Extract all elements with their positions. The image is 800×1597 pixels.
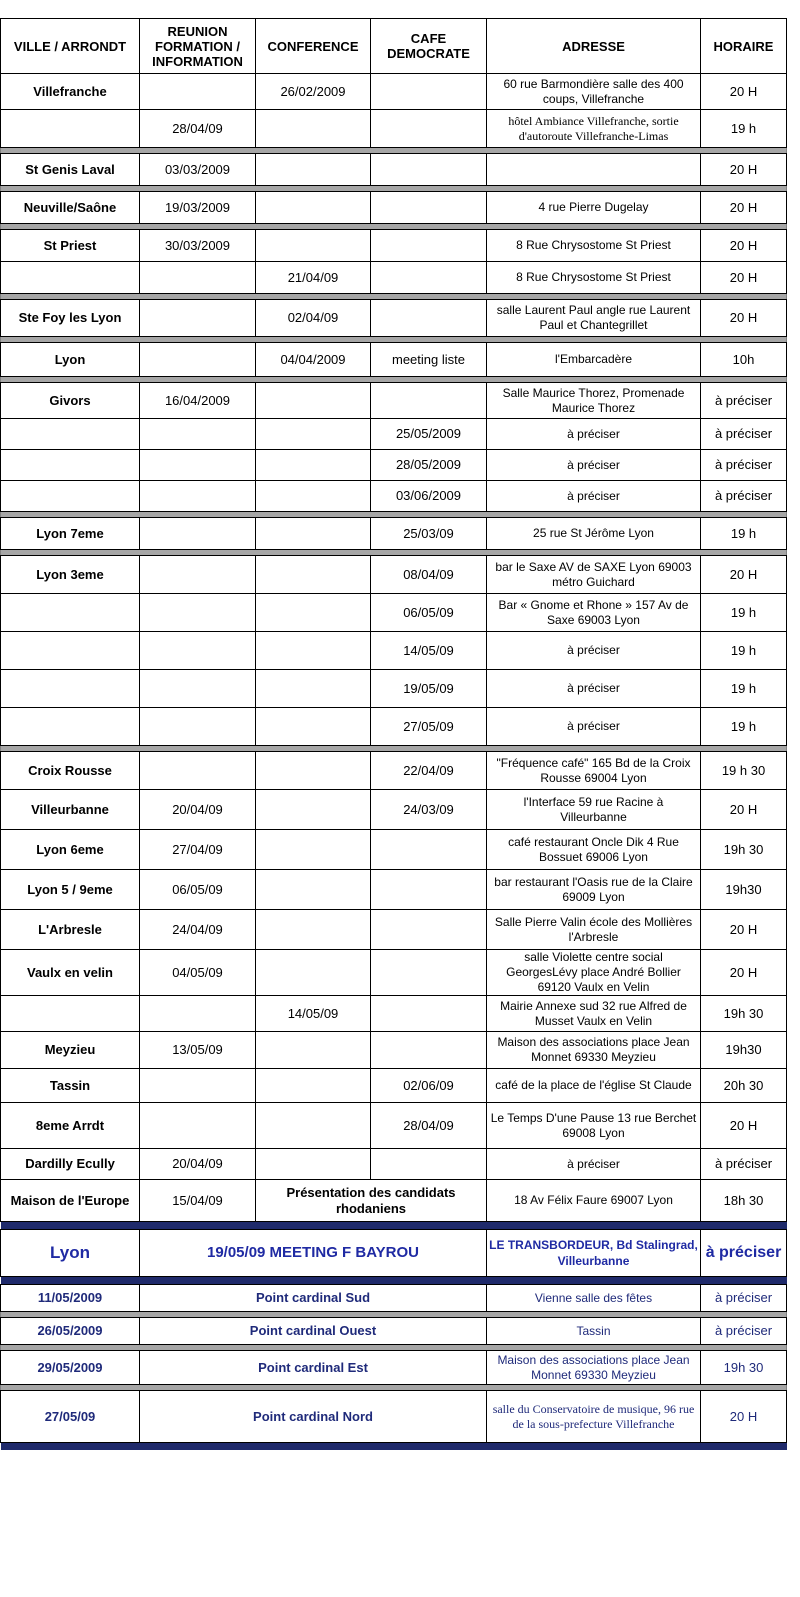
cell-reunion (140, 594, 256, 632)
cell-conference (256, 110, 371, 148)
table-row (1, 830, 787, 870)
cell-adresse: à préciser (487, 632, 701, 670)
cell-ville: Lyon 7eme (1, 518, 140, 550)
cell-reunion (140, 996, 256, 1032)
cell-reunion (140, 752, 256, 790)
table-row (1, 632, 787, 670)
cell-reunion (140, 670, 256, 708)
cell-reunion: 15/04/09 (140, 1180, 256, 1222)
pc-address: salle du Conservatoire de musique, 96 rue de la sous-prefecture Villefranche (487, 1391, 701, 1443)
cell-horaire: 19 h (701, 594, 787, 632)
cell-ville: St Priest (1, 230, 140, 262)
table-row (1, 300, 787, 337)
cell-adresse: bar le Saxe AV de SAXE Lyon 69003 métro Guichard (487, 556, 701, 594)
cell-adresse: Mairie Annexe sud 32 rue Alfred de Musset Vaulx en Velin (487, 996, 701, 1032)
cell-cafe: 14/05/09 (371, 632, 487, 670)
header-cafe: CAFE DEMOCRATE (371, 19, 487, 74)
cell-conference (256, 790, 371, 830)
table-row (1, 343, 787, 377)
header-conference: CONFERENCE (256, 19, 371, 74)
cell-conference (256, 594, 371, 632)
meeting-event: 19/05/09 MEETING F BAYROU (140, 1230, 487, 1277)
cell-reunion: 16/04/2009 (140, 383, 256, 419)
cell-conference (256, 383, 371, 419)
cell-adresse: bar restaurant l'Oasis rue de la Claire 69009 Lyon (487, 870, 701, 910)
cell-adresse: Salle Pierre Valin école des Mollières l'Arbresle (487, 910, 701, 950)
cell-horaire: 19 h (701, 632, 787, 670)
table-row (1, 670, 787, 708)
cell-horaire: 19h30 (701, 1032, 787, 1069)
cell-cafe (371, 154, 487, 186)
header-horaire: HORAIRE (701, 19, 787, 74)
meeting-address: LE TRANSBORDEUR, Bd Stalingrad, Villeurbanne (487, 1230, 701, 1277)
cell-reunion: 30/03/2009 (140, 230, 256, 262)
table-row (1, 708, 787, 746)
cell-cafe (371, 910, 487, 950)
cell-cafe (371, 830, 487, 870)
cell-reunion (140, 1069, 256, 1103)
cell-cafe (371, 262, 487, 294)
point-cardinal-row (1, 1351, 787, 1385)
cell-reunion (140, 708, 256, 746)
table-row (1, 419, 787, 450)
cell-adresse: à préciser (487, 670, 701, 708)
pc-label: Point cardinal Ouest (140, 1318, 487, 1345)
cell-ville: Givors (1, 383, 140, 419)
cell-reunion: 19/03/2009 (140, 192, 256, 224)
cell-reunion (140, 450, 256, 481)
cell-ville: St Genis Laval (1, 154, 140, 186)
meeting-row (1, 1230, 787, 1277)
cell-conference (256, 1032, 371, 1069)
cell-conference (256, 950, 371, 996)
cell-cafe: 28/05/2009 (371, 450, 487, 481)
point-cardinal-row (1, 1285, 787, 1312)
cell-reunion (140, 1103, 256, 1149)
section-divider (1, 1222, 787, 1230)
cell-reunion: 24/04/09 (140, 910, 256, 950)
cell-ville: Villeurbanne (1, 790, 140, 830)
cell-cafe (371, 230, 487, 262)
cell-horaire: 20 H (701, 300, 787, 337)
cell-conference (256, 154, 371, 186)
cell-conference: 14/05/09 (256, 996, 371, 1032)
cell-reunion (140, 518, 256, 550)
cell-conference (256, 230, 371, 262)
cell-ville: Meyzieu (1, 1032, 140, 1069)
events-table (0, 18, 787, 1450)
cell-reunion: 13/05/09 (140, 1032, 256, 1069)
schedule-sheet (0, 18, 786, 1450)
cell-conference: 21/04/09 (256, 262, 371, 294)
cell-conference (256, 1103, 371, 1149)
cell-ville: Lyon 5 / 9eme (1, 870, 140, 910)
cell-cafe (371, 74, 487, 110)
cell-ville: Tassin (1, 1069, 140, 1103)
cell-cafe (371, 870, 487, 910)
cell-horaire: à préciser (701, 419, 787, 450)
cell-conference: 04/04/2009 (256, 343, 371, 377)
cell-ville: L'Arbresle (1, 910, 140, 950)
cell-horaire: 19 h 30 (701, 752, 787, 790)
cell-reunion: 06/05/09 (140, 870, 256, 910)
cell-horaire: 20 H (701, 192, 787, 224)
pc-time: à préciser (701, 1318, 787, 1345)
table-row (1, 1149, 787, 1180)
section-divider (1, 1443, 787, 1451)
cell-reunion: 20/04/09 (140, 1149, 256, 1180)
cell-cafe: 08/04/09 (371, 556, 487, 594)
cell-conference (256, 830, 371, 870)
cell-horaire: 20 H (701, 154, 787, 186)
cell-horaire: 20 H (701, 74, 787, 110)
cell-cafe: 06/05/09 (371, 594, 487, 632)
cell-reunion (140, 481, 256, 512)
pc-label: Point cardinal Sud (140, 1285, 487, 1312)
cell-ville (1, 632, 140, 670)
cell-ville: Croix Rousse (1, 752, 140, 790)
pc-time: à préciser (701, 1285, 787, 1312)
cell-ville (1, 110, 140, 148)
cell-adresse: café restaurant Oncle Dik 4 Rue Bossuet 69006 Lyon (487, 830, 701, 870)
cell-conference (256, 192, 371, 224)
table-row (1, 556, 787, 594)
header-row (1, 19, 787, 74)
cell-conference (256, 1149, 371, 1180)
cell-horaire: 19 h (701, 110, 787, 148)
cell-cafe (371, 950, 487, 996)
cell-ville (1, 262, 140, 294)
pc-address: Tassin (487, 1318, 701, 1345)
cell-reunion: 03/03/2009 (140, 154, 256, 186)
pc-date: 29/05/2009 (1, 1351, 140, 1385)
cell-cafe: 19/05/09 (371, 670, 487, 708)
cell-horaire: 20 H (701, 1103, 787, 1149)
cell-ville: Lyon 6eme (1, 830, 140, 870)
cell-cafe (371, 1149, 487, 1180)
cell-reunion: 27/04/09 (140, 830, 256, 870)
cell-horaire: 20h 30 (701, 1069, 787, 1103)
table-row (1, 996, 787, 1032)
table-row (1, 594, 787, 632)
cell-adresse: Maison des associations place Jean Monnet 69330 Meyzieu (487, 1032, 701, 1069)
table-row (1, 74, 787, 110)
pc-date: 11/05/2009 (1, 1285, 140, 1312)
table-row (1, 110, 787, 148)
cell-conference (256, 419, 371, 450)
cell-adresse: hôtel Ambiance Villefranche, sortie d'autoroute Villefranche-Limas (487, 110, 701, 148)
cell-adresse: "Fréquence café" 165 Bd de la Croix Rousse 69004 Lyon (487, 752, 701, 790)
section-divider (1, 1277, 787, 1285)
events-body (1, 74, 787, 1451)
cell-ville: Dardilly Ecully (1, 1149, 140, 1180)
pc-address: Maison des associations place Jean Monnet 69330 Meyzieu (487, 1351, 701, 1385)
cell-horaire: 10h (701, 343, 787, 377)
cell-cafe: 22/04/09 (371, 752, 487, 790)
cell-horaire: 20 H (701, 790, 787, 830)
cell-reunion: 04/05/09 (140, 950, 256, 996)
cell-conference (256, 870, 371, 910)
cell-reunion: 28/04/09 (140, 110, 256, 148)
cell-ville (1, 996, 140, 1032)
cell-horaire: 19 h (701, 518, 787, 550)
cell-ville (1, 594, 140, 632)
cell-ville: Neuville/Saône (1, 192, 140, 224)
cell-cafe: meeting liste (371, 343, 487, 377)
table-row (1, 1103, 787, 1149)
cell-conference (256, 518, 371, 550)
meeting-city: Lyon (1, 1230, 140, 1277)
cell-horaire: 20 H (701, 556, 787, 594)
cell-horaire: 20 H (701, 262, 787, 294)
cell-reunion: 20/04/09 (140, 790, 256, 830)
cell-ville: Ste Foy les Lyon (1, 300, 140, 337)
cell-ville: Villefranche (1, 74, 140, 110)
cell-adresse: l'Embarcadère (487, 343, 701, 377)
cell-conference: Présentation des candidats rhodaniens (256, 1180, 487, 1222)
cell-reunion (140, 343, 256, 377)
table-row (1, 383, 787, 419)
table-row (1, 1069, 787, 1103)
cell-adresse: 25 rue St Jérôme Lyon (487, 518, 701, 550)
cell-conference (256, 910, 371, 950)
point-cardinal-row (1, 1318, 787, 1345)
table-row (1, 518, 787, 550)
cell-cafe: 25/03/09 (371, 518, 487, 550)
cell-cafe: 24/03/09 (371, 790, 487, 830)
table-row (1, 1180, 787, 1222)
pc-time: 20 H (701, 1391, 787, 1443)
cell-horaire: à préciser (701, 383, 787, 419)
cell-adresse: 8 Rue Chrysostome St Priest (487, 230, 701, 262)
cell-adresse: à préciser (487, 419, 701, 450)
table-row (1, 450, 787, 481)
table-row (1, 752, 787, 790)
pc-date: 26/05/2009 (1, 1318, 140, 1345)
cell-cafe: 02/06/09 (371, 1069, 487, 1103)
pc-time: 19h 30 (701, 1351, 787, 1385)
pc-label: Point cardinal Est (140, 1351, 487, 1385)
table-row (1, 1032, 787, 1069)
meeting-time: à préciser (701, 1230, 787, 1277)
cell-horaire: 19 h (701, 708, 787, 746)
cell-cafe: 28/04/09 (371, 1103, 487, 1149)
table-row (1, 230, 787, 262)
cell-cafe: 27/05/09 (371, 708, 487, 746)
table-row (1, 950, 787, 996)
cell-horaire: 19 h (701, 670, 787, 708)
cell-conference: 26/02/2009 (256, 74, 371, 110)
cell-horaire: 20 H (701, 950, 787, 996)
cell-horaire: 20 H (701, 910, 787, 950)
cell-cafe: 25/05/2009 (371, 419, 487, 450)
cell-cafe (371, 192, 487, 224)
table-row (1, 192, 787, 224)
cell-conference (256, 450, 371, 481)
cell-ville (1, 450, 140, 481)
cell-ville: Lyon 3eme (1, 556, 140, 594)
pc-label: Point cardinal Nord (140, 1391, 487, 1443)
header-adresse: ADRESSE (487, 19, 701, 74)
cell-ville: 8eme Arrdt (1, 1103, 140, 1149)
cell-horaire: à préciser (701, 450, 787, 481)
cell-adresse: l'Interface 59 rue Racine à Villeurbanne (487, 790, 701, 830)
cell-conference (256, 481, 371, 512)
cell-horaire: 19h 30 (701, 996, 787, 1032)
cell-adresse: 60 rue Barmondière salle des 400 coups, Villefranche (487, 74, 701, 110)
table-row (1, 910, 787, 950)
cell-reunion (140, 262, 256, 294)
cell-cafe (371, 383, 487, 419)
cell-conference (256, 708, 371, 746)
cell-reunion (140, 300, 256, 337)
cell-adresse: Le Temps D'une Pause 13 rue Berchet 69008 Lyon (487, 1103, 701, 1149)
cell-adresse: à préciser (487, 708, 701, 746)
table-row (1, 481, 787, 512)
pc-address: Vienne salle des fêtes (487, 1285, 701, 1312)
cell-adresse: Bar « Gnome et Rhone » 157 Av de Saxe 69003 Lyon (487, 594, 701, 632)
point-cardinal-row (1, 1391, 787, 1443)
cell-horaire: à préciser (701, 481, 787, 512)
cell-reunion (140, 74, 256, 110)
cell-adresse: café de la place de l'église St Claude (487, 1069, 701, 1103)
table-row (1, 790, 787, 830)
cell-ville (1, 481, 140, 512)
cell-ville: Lyon (1, 343, 140, 377)
cell-adresse (487, 154, 701, 186)
cell-horaire: 19h 30 (701, 830, 787, 870)
cell-conference: 02/04/09 (256, 300, 371, 337)
cell-reunion (140, 419, 256, 450)
cell-cafe (371, 1032, 487, 1069)
cell-adresse: à préciser (487, 1149, 701, 1180)
cell-cafe (371, 996, 487, 1032)
header-ville: VILLE / ARRONDT (1, 19, 140, 74)
cell-adresse: salle Laurent Paul angle rue Laurent Paul et Chantegrillet (487, 300, 701, 337)
cell-ville (1, 670, 140, 708)
cell-conference (256, 556, 371, 594)
table-row (1, 262, 787, 294)
header-reunion: REUNION FORMATION / INFORMATION (140, 19, 256, 74)
cell-horaire: 18h 30 (701, 1180, 787, 1222)
cell-adresse: Salle Maurice Thorez, Promenade Maurice Thorez (487, 383, 701, 419)
cell-adresse: à préciser (487, 450, 701, 481)
cell-reunion (140, 556, 256, 594)
cell-conference (256, 1069, 371, 1103)
cell-horaire: 20 H (701, 230, 787, 262)
cell-ville (1, 708, 140, 746)
cell-cafe (371, 110, 487, 148)
cell-cafe: 03/06/2009 (371, 481, 487, 512)
cell-adresse: 18 Av Félix Faure 69007 Lyon (487, 1180, 701, 1222)
cell-cafe (371, 300, 487, 337)
cell-adresse: à préciser (487, 481, 701, 512)
cell-horaire: à préciser (701, 1149, 787, 1180)
cell-conference (256, 752, 371, 790)
cell-horaire: 19h30 (701, 870, 787, 910)
cell-ville: Maison de l'Europe (1, 1180, 140, 1222)
pc-date: 27/05/09 (1, 1391, 140, 1443)
cell-adresse: 8 Rue Chrysostome St Priest (487, 262, 701, 294)
cell-ville: Vaulx en velin (1, 950, 140, 996)
table-row (1, 154, 787, 186)
cell-conference (256, 632, 371, 670)
cell-ville (1, 419, 140, 450)
cell-adresse: 4 rue Pierre Dugelay (487, 192, 701, 224)
table-row (1, 870, 787, 910)
cell-reunion (140, 632, 256, 670)
cell-adresse: salle Violette centre social GeorgesLévy place André Bollier 69120 Vaulx en Velin (487, 950, 701, 996)
cell-conference (256, 670, 371, 708)
